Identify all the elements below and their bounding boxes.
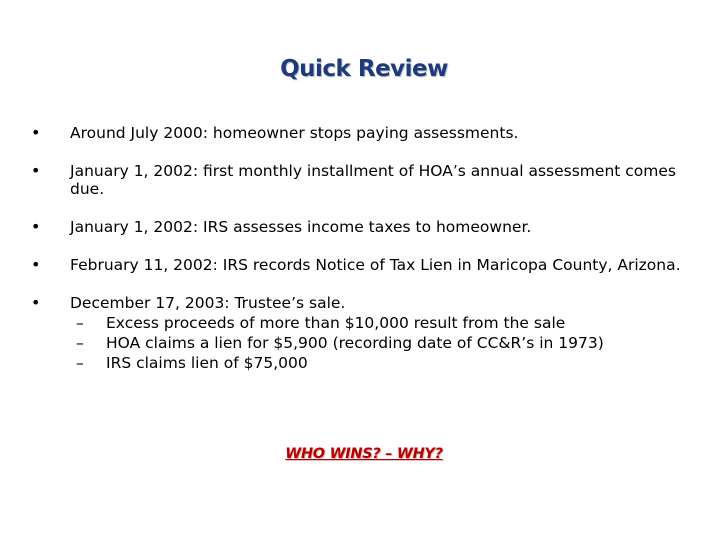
bullet-icon: • [31, 217, 41, 236]
sub-bullet-text: HOA claims a lien for $5,900 (recording date of CC&R’s in 1973) [106, 334, 604, 352]
sub-bullet-text: Excess proceeds of more than $10,000 result from the sale [106, 314, 566, 332]
bullet-text: February 11, 2002: IRS records Notice of Tax Lien in Maricopa County, Arizona. [70, 256, 681, 274]
bullet-text: December 17, 2003: Trustee’s sale. [70, 294, 346, 312]
sub-bullet-list [70, 314, 688, 372]
bullet-icon: • [31, 293, 41, 312]
dash-icon: – [76, 354, 84, 372]
dash-icon: – [76, 314, 84, 332]
bullet-item [28, 256, 688, 274]
sub-bullet-text: IRS claims lien of $75,000 [106, 354, 308, 372]
sub-bullet-item [70, 354, 688, 372]
bullet-item [28, 162, 688, 198]
bullet-icon: • [31, 123, 41, 142]
bullet-icon: • [31, 255, 41, 274]
bullet-text: Around July 2000: homeowner stops paying assessments. [70, 124, 519, 142]
sub-bullet-item [70, 314, 688, 332]
bullet-item [28, 294, 688, 372]
bullet-item [28, 124, 688, 142]
bullet-text: January 1, 2002: first monthly installment of HOA’s annual assessment comes due. [70, 162, 676, 198]
dash-icon: – [76, 334, 84, 352]
bullet-item [28, 218, 688, 236]
bullet-list [28, 124, 688, 392]
sub-bullet-item [70, 334, 688, 352]
bullet-icon: • [31, 161, 41, 180]
slide-title: Quick Review [280, 56, 448, 82]
callout-question: WHO WINS? – WHY? [285, 446, 443, 462]
bullet-text: January 1, 2002: IRS assesses income taxes to homeowner. [70, 218, 532, 236]
